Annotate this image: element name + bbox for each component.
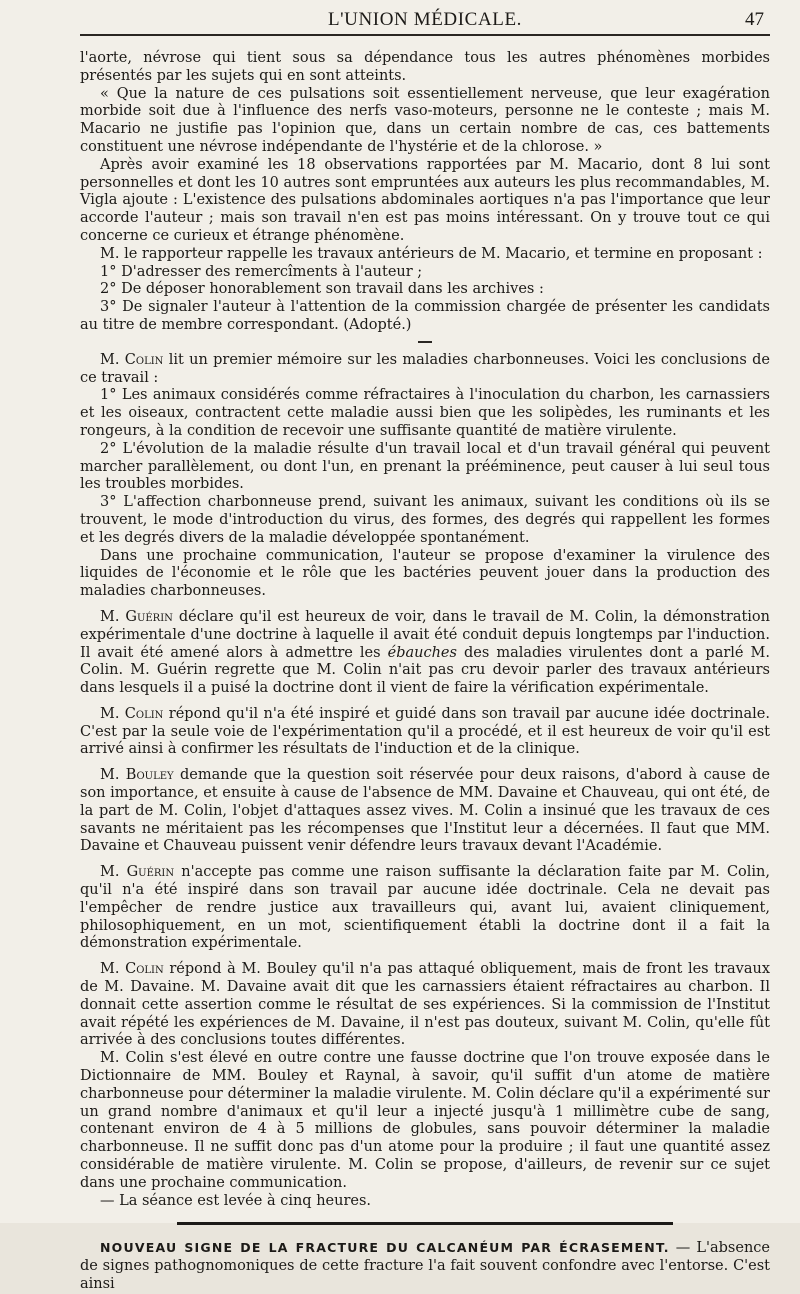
speaker-name: M. Bouley <box>100 767 174 784</box>
debate-paragraph <box>80 767 770 856</box>
debate-paragraph <box>80 864 770 953</box>
paragraph-text: n'accepte pas comme une raison suffisante la déclaration faite par M. Colin, qu'il n'a été inspiré dans son travail par aucune idée doctrinale. Cela ne devait pas l'empêcher de rendre justice aux travailleurs qui, avant lui, avaient cliniquement, philosophiquement, en un mot, scientifiquement établi la doctrine dont il a fait la démonstration expérimentale. <box>80 864 770 952</box>
speaker-name: M. Guérin <box>100 608 173 625</box>
running-header <box>80 6 770 36</box>
paragraph: « Que la nature de ces pulsations soit essentiellement nerveuse, que leur exagération morbide soit due à l'influence des nerfs vaso-moteurs, personne ne le conteste ; mais M. Macario ne justifie pas l'opinion que, dans un certain nombre de cas, ces battements constituent une névrose indépendante de l'hystérie et de la chlorose. » <box>80 85 770 155</box>
conclusion-item: 2° L'évolution de la maladie résulte d'un travail local et d'un travail général qui peuvent marcher parallèlement, ou dont l'un, en prenant la prééminence, peut causer à lui seul tous les troubles morbides. <box>80 440 770 493</box>
paragraph-text: des maladies virulentes dont a parlé M. Colin. M. Guérin regrette que M. Colin n'ait pas cru devoir parler des travaux antérieurs dans lesquels il a puisé la doctrine dont il vient de faire la vérification expérimentale. <box>80 644 771 697</box>
paragraph: M. Colin s'est élevé en outre contre une fausse doctrine que l'on trouve exposée dans le Dictionnaire de MM. Bouley et Raynal, à savoir, qu'il suffit d'un atome de matière charbonneuse pour déterminer la maladie virulente. M. Colin déclare qu'il a expérimenté sur un grand nombre d'animaux et qu'il leur a injecté jusqu'à 1 millimètre cube de sang, contenant environ de 4 à 5 millions de globules, sans pouvoir déterminer la maladie charbonneuse. Il ne suffit donc pas d'un atome pour la produire ; il faut une quantité assez considérable de matière virulente. M. Colin se propose, d'ailleurs, de revenir sur ce sujet dans une prochaine communication. <box>80 1050 770 1191</box>
emphasis-text: ébauches <box>387 644 457 661</box>
paragraph-text: répond à M. Bouley qu'il n'a pas attaqué obliquement, mais de front les travaux de M. Davaine. M. Davaine avait dit que les carnassiers étaient réfractaires au charbon. Il donnait cette assertion comme le résultat de ses expériences. Si la commission de l'Institut avait répété les expériences de M. Davaine, il n'est pas douteux, suivant M. Colin, qu'elle fût arrivée à des conclusions toutes différentes. <box>80 961 770 1049</box>
paragraph: Après avoir examiné les 18 observations rapportées par M. Macario, dont 8 lui sont personnelles et dont les 10 autres sont empruntées aux auteurs les plus recommandables, M. Vigla ajoute : L'existence des pulsations abdominales aortiques n'a pas l'importance que leur accorde l'auteur ; mais son travail n'en est pas moins intéressant. On y trouve tout ce qui concerne ce curieux et étrange phénomène. <box>80 156 770 244</box>
paragraph <box>80 352 770 388</box>
debate-paragraph <box>80 961 770 1050</box>
conclusion-item: 1° Les animaux considérés comme réfractaires à l'inoculation du charbon, les carnassiers et les oiseaux, contractent cette maladie aussi bien que les solipèdes, les ruminants et les rongeurs, à la condition de recevoir une suffisante quantité de matière virulente. <box>80 387 770 439</box>
article-start <box>80 1239 770 1293</box>
debate-paragraph <box>80 706 770 759</box>
paragraph-text: — L'absence de signes pathognomoniques de cette fracture l'a fait souvent confondre avec l'entorse. C'est ainsi <box>80 1240 770 1292</box>
article-body <box>80 50 770 1294</box>
paragraph: M. le rapporteur rappelle les travaux antérieurs de M. Macario, et termine en proposant : <box>100 245 763 262</box>
conclusion-item: 3° L'affection charbonneuse prend, suivant les animaux, suivant les conditions où ils se trouvent, le mode d'introduction du virus, des formes, des degrés qui rappellent les formes et les degrés divers de la maladie développée spontanément. <box>80 494 770 546</box>
speaker-name: M. Colin <box>100 351 164 368</box>
paragraph-text: demande que la question soit réservée pour deux raisons, d'abord à cause de son importance, et ensuite à cause de l'absence de MM. Davaine et Chauveau, qui ont été, de la part de M. Colin, l'objet d'attaques assez vives. M. Colin a insinué que les travaux de ces savants ne méritaient pas les récompenses que l'Institut leur a décernées. Il faut que MM. Davaine et Chauveau puissent venir défendre leurs travaux devant l'Académie. <box>80 767 771 855</box>
paragraph: Dans une prochaine communication, l'auteur se propose d'examiner la virulence des liquides de l'économie et le rôle que les bactéries peuvent jouer dans la production des maladies charbonneuses. <box>80 547 770 600</box>
speaker-name: M. Guérin <box>100 864 175 881</box>
list-item: 3° De signaler l'auteur à l'attention de la commission chargée de présenter les candidats au titre de membre correspondant. (Adopté.) <box>80 299 770 333</box>
paragraph-text: déclare qu'il est heureux de voir, dans le travail de M. Colin, la démonstration expérimentale d'une doctrine à laquelle il avait été conduit depuis longtemps par l'induction. Il avait été amené alors à admettre les <box>80 608 771 661</box>
paragraph-text: lit un premier mémoire sur les maladies charbonneuses. Voici les conclusions de ce travail : <box>80 351 770 386</box>
speaker-name: M. Colin <box>100 705 164 722</box>
section-divider <box>418 341 432 343</box>
page-number: 47 <box>745 9 764 30</box>
journal-title: L'UNION MÉDICALE. <box>327 9 523 30</box>
article-headline: NOUVEAU SIGNE DE LA FRACTURE DU CALCANÉUM PAR ÉCRASEMENT. <box>100 1240 670 1256</box>
paragraph: l'aorte, névrose qui tient sous sa dépendance tous les autres phénomènes morbides présentés par les sujets qui en sont atteints. <box>80 50 770 84</box>
speaker-name: M. Colin <box>100 961 164 978</box>
debate-paragraph <box>80 609 770 698</box>
paragraph-text: répond qu'il n'a été inspiré et guidé dans son travail par aucune idée doctrinale. C'est par la seule voie de l'expérimentation qu'il a procédé, et il est heureux de voir qu'il est arrivé ainsi à confirmer les résultats de l'induction et de la clinique. <box>80 705 770 758</box>
session-closing: — La séance est levée à cinq heures. <box>100 1192 372 1209</box>
list-item: 2° De déposer honorablement son travail dans les archives : <box>100 281 544 298</box>
list-item: 1° D'adresser des remercîments à l'auteur ; <box>100 263 423 280</box>
